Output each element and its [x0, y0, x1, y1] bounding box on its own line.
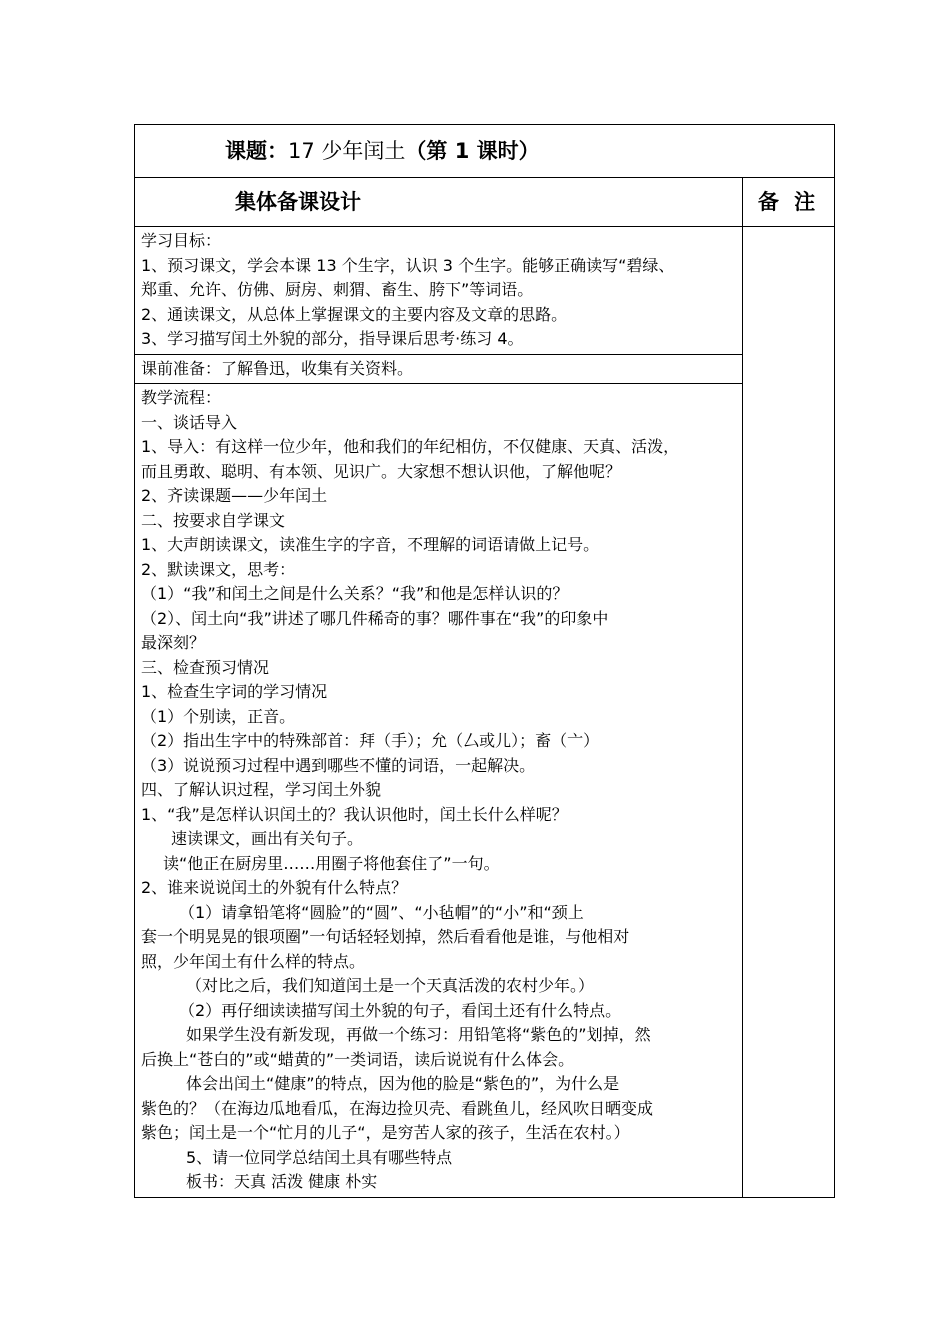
column-header-note: [743, 178, 835, 1198]
flow-line: 1、大声朗读课文，读准生字的字音，不理解的词语请做上记号。: [141, 535, 600, 554]
learning-goals-cell: [135, 227, 743, 355]
goal-item-1-line2: 郑重、允许、仿佛、厨房、刺猬、畜生、胯下”等词语。: [141, 280, 534, 299]
note-header-label: 备 注: [743, 178, 834, 227]
flow-line: 5、请一位同学总结闰土具有哪些特点: [186, 1147, 453, 1167]
section-2-heading: 二、按要求自学课文: [141, 510, 286, 530]
flow-line: 如果学生没有新发现，再做一个练习：用铅笔将“紫色的”划掉，然: [186, 1025, 651, 1044]
flow-line: 后换上“苍白的”或“蜡黄的”一类词语，读后说说有什么体会。: [141, 1049, 575, 1069]
flow-line: 读“他正在厨房里……用圈子将他套住了”一句。: [163, 853, 500, 873]
goal-item-2: 2、通读课文，从总体上掌握课文的主要内容及文章的思路。: [141, 304, 568, 324]
title-prefix: 课题：: [225, 139, 288, 163]
flow-line: 1、导入：有这样一位少年，他和我们的年纪相仿，不仅健康、天真、活泼，: [141, 437, 680, 456]
flow-line: 1、检查生字词的学习情况: [141, 682, 328, 701]
flow-line: 体会出闰土“健康”的特点，因为他的脸是“紫色的”，为什么是: [186, 1074, 620, 1093]
preparation-cell: [135, 354, 743, 384]
flow-line: 紫色的？（在海边瓜地看瓜，在海边捡贝壳、看跳鱼儿，经风吹日晒变成: [141, 1098, 654, 1118]
title-row: [135, 125, 835, 178]
flow-line: （对比之后，我们知道闰土是一个天真活泼的农村少年。）: [186, 976, 595, 995]
prep-row: [135, 354, 835, 384]
flow-line: 紫色；闰土是一个“忙月的儿子“，是穷苦人家的孩子，生活在农村。）: [141, 1123, 630, 1142]
column-header-row: [135, 178, 835, 227]
goals-row: [135, 227, 835, 355]
goal-item-1-line1: 1、预习课文，学会本课 13 个生字，认识 3 个生字。能够正确读写“碧绿、: [141, 255, 675, 275]
flow-line: 2、齐读课题——少年闰土: [141, 486, 328, 505]
flow-line: 照，少年闰土有什么样的特点。: [141, 951, 366, 971]
flow-line: 速读课文，画出有关句子。: [171, 829, 364, 848]
title-main: 17 少年闰土: [288, 139, 406, 163]
flow-row: [135, 384, 835, 1198]
flow-line: 而且勇敢、聪明、有本领、见识广。大家想不想认识他，了解他呢？: [141, 461, 622, 481]
teaching-flow-cell: [135, 384, 743, 1198]
flow-line: 2、默读课文，思考：: [141, 559, 296, 579]
goals-heading: 学习目标：: [141, 231, 222, 250]
section-1-heading: 一、谈话导入: [141, 412, 238, 432]
flow-line: 套一个明晃晃的银项圈”一句话轻轻划掉，然后看看他是谁，与他相对: [141, 927, 630, 946]
flow-line: （2）、闰土向“我”讲述了哪几件稀奇的事？哪件事在“我”的印象中: [141, 608, 609, 628]
flow-line: （3）说说预习过程中遇到哪些不懂的词语，一起解决。: [141, 755, 536, 775]
flow-line: （2）再仔细读读描写闰土外貌的句子，看闰土还有什么特点。: [179, 1000, 622, 1020]
title-cell: [135, 125, 835, 178]
section-3-heading: 三、检查预习情况: [141, 657, 270, 677]
flow-line: （1）“我”和闰土之间是什么关系？“我”和他是怎样认识的？: [141, 584, 569, 603]
lesson-plan-table: [134, 124, 835, 1198]
flow-line: 2、谁来说说闰土的外貌有什么特点？: [141, 878, 408, 897]
flow-line: （1）请拿铅笔将“圆脸”的“圆”、“小毡帽”的“小”和“颈上: [179, 902, 584, 922]
lesson-title: [135, 125, 834, 177]
preparation-text: 课前准备：了解鲁迅，收集有关资料。: [141, 358, 414, 378]
flow-heading: 教学流程：: [141, 388, 222, 407]
goal-item-3: 3、学习描写闰土外貌的部分，指导课后思考·练习 4。: [141, 329, 524, 348]
section-4-heading: 四、了解认识过程，学习闰土外貌: [141, 780, 382, 799]
title-suffix: （第 1 课时）: [405, 139, 540, 163]
board-summary: 板书：天真 活泼 健康 朴实: [186, 1172, 378, 1191]
column-header-main: 集体备课设计: [135, 178, 743, 227]
flow-line: （1）个别读，正音。: [141, 706, 296, 726]
flow-line: 1、“我”是怎样认识闰土的？我认识他时，闰土长什么样呢？: [141, 804, 568, 824]
flow-line: 最深刻？: [141, 633, 206, 652]
flow-line: （2）指出生字中的特殊部首：拜（手）；允（厶或儿）；畜（亠）: [141, 731, 600, 750]
